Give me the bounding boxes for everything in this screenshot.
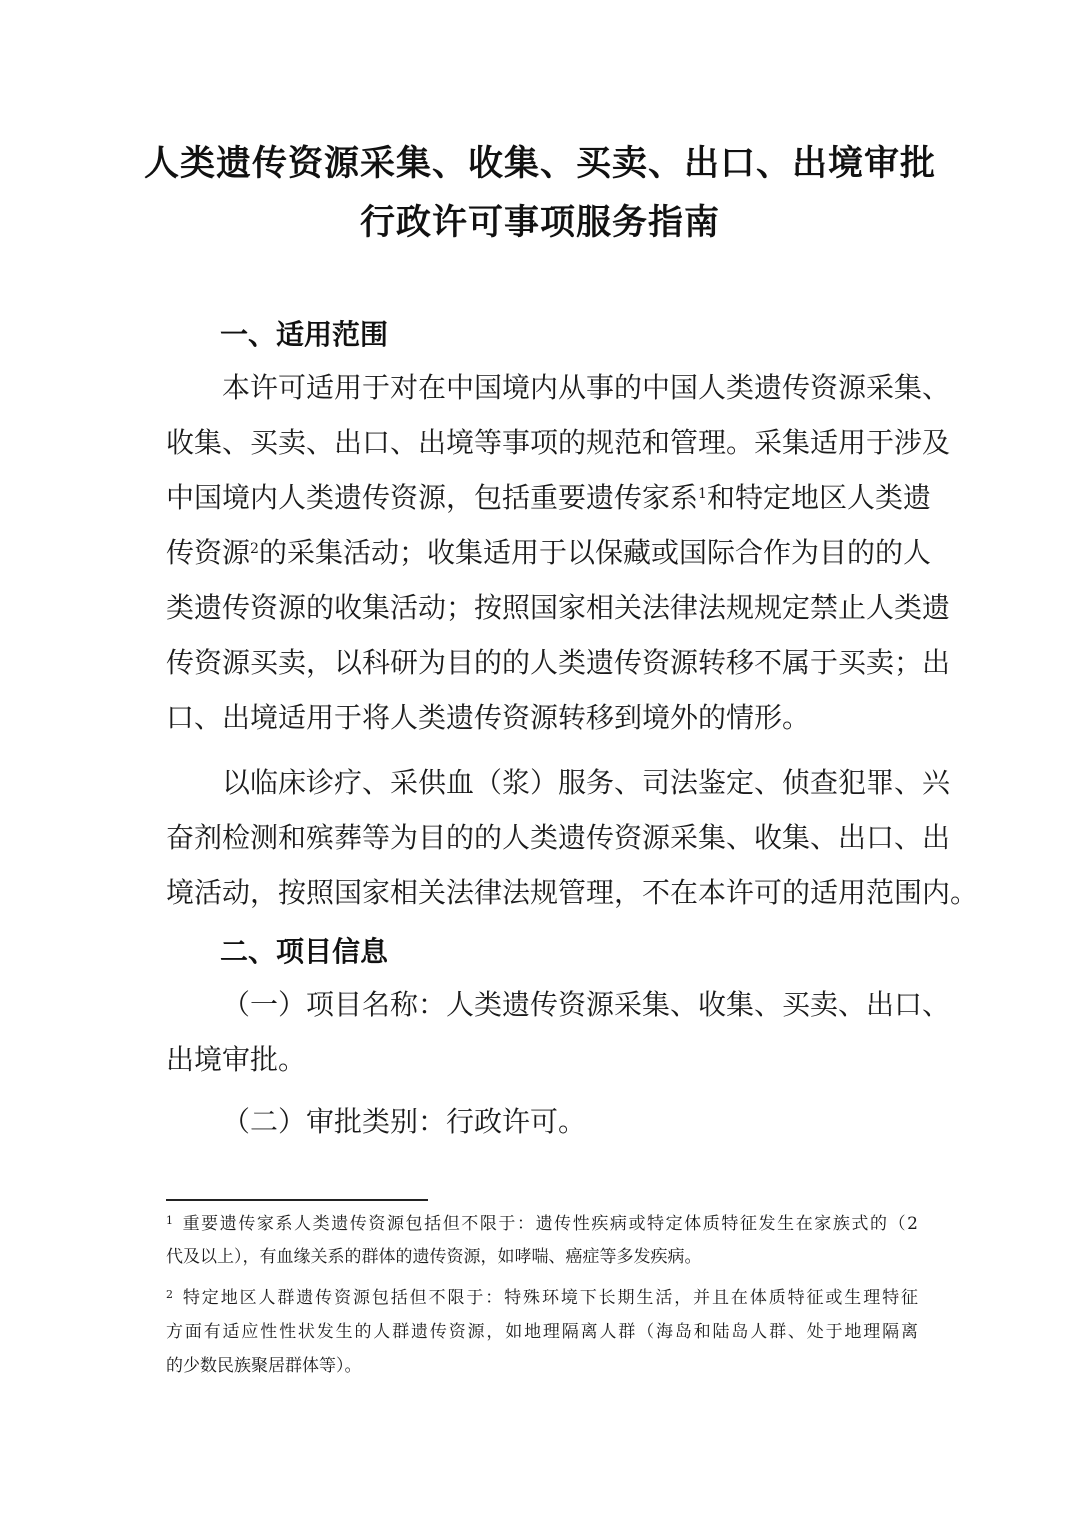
paragraph-line: 本许可适用于对在中国境内从事的中国人类遗传资源采集、 (222, 371, 951, 404)
footnote-text: 特定地区人群遗传资源包括但不限于：特殊环境下长期生活，并且在体质特征或生理特征 (181, 1288, 918, 1308)
paragraph-line: （二）审批类别：行政许可。 (222, 1105, 587, 1138)
paragraph-line: 口、出境适用于将人类遗传资源转移到境外的情形。 (166, 701, 811, 734)
text-segment: 中国境内人类遗传资源，包括重要遗传家系 (166, 481, 699, 514)
paragraph-line: （一）项目名称：人类遗传资源采集、收集、买卖、出口、 (222, 988, 951, 1021)
footnote-divider (166, 1199, 428, 1201)
text-segment: 和特定地区人类遗 (706, 481, 931, 514)
paragraph-line (166, 478, 931, 518)
footnote-2-line (166, 1286, 918, 1310)
footnote-ref-2[interactable]: 2 (250, 541, 259, 557)
document-title-line-1: 人类遗传资源采集、收集、买卖、出口、出境审批 (143, 144, 936, 184)
paragraph-line (166, 533, 931, 573)
section-heading-project-info: 二、项目信息 (220, 935, 389, 968)
footnote-2-line: 方面有适应性性状发生的人群遗传资源，如地理隔离人群（海岛和陆岛人群、处于地理隔离 (166, 1322, 918, 1342)
text-segment: 传资源 (166, 536, 251, 569)
footnote-2-line: 的少数民族聚居群体等）。 (166, 1356, 362, 1376)
paragraph-line: 出境审批。 (166, 1043, 307, 1076)
document-title-line-2: 行政许可事项服务指南 (359, 203, 720, 243)
footnote-ref-1[interactable]: 1 (698, 486, 707, 502)
footnote-text: 重要遗传家系人类遗传资源包括但不限于：遗传性疾病或特定体质特征发生在家族式的（2 (181, 1214, 918, 1234)
footnote-marker-1: 1 (166, 1214, 173, 1227)
paragraph-line: 以临床诊疗、采供血（浆）服务、司法鉴定、侦查犯罪、兴 (222, 766, 951, 799)
paragraph-line: 奋剂检测和殡葬等为目的的人类遗传资源采集、收集、出口、出 (166, 821, 951, 854)
footnote-marker-2: 2 (166, 1288, 173, 1301)
footnote-1-line: 代及以上），有血缘关系的群体的遗传资源，如哮喘、癌症等多发疾病。 (166, 1247, 702, 1267)
paragraph-line: 境活动，按照国家相关法律法规管理，不在本许可的适用范围内。 (166, 876, 979, 909)
footnote-1-line (166, 1212, 918, 1236)
paragraph-line: 传资源买卖，以科研为目的的人类遗传资源转移不属于买卖；出 (166, 646, 951, 679)
section-heading-scope: 一、适用范围 (220, 318, 389, 351)
paragraph-line: 类遗传资源的收集活动；按照国家相关法律法规规定禁止人类遗 (166, 591, 951, 624)
paragraph-line: 收集、买卖、出口、出境等事项的规范和管理。采集适用于涉及 (166, 426, 951, 459)
text-segment: 的采集活动；收集适用于以保藏或国际合作为目的的人 (258, 536, 931, 569)
